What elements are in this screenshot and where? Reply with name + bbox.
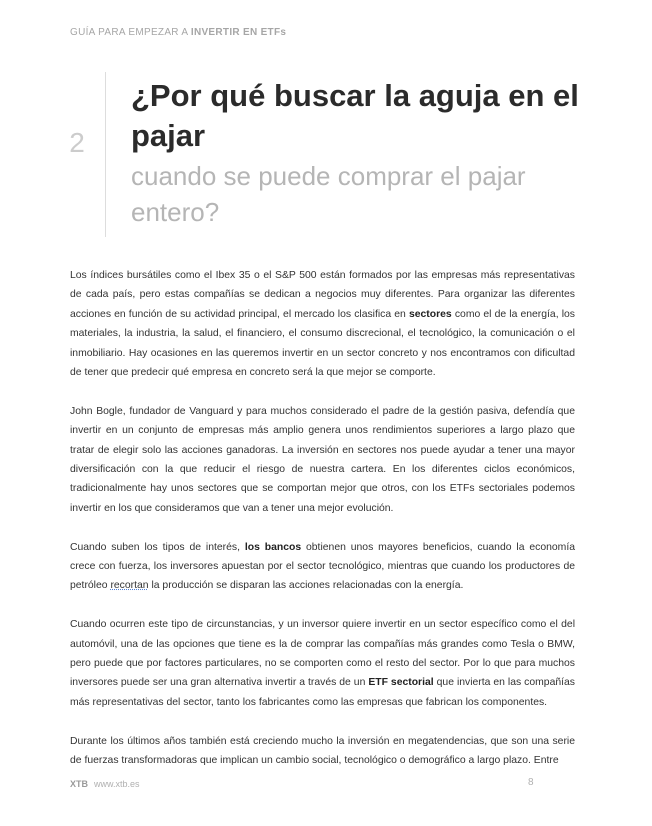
chapter-title: ¿Por qué buscar la aguja en el pajar — [131, 78, 579, 153]
paragraph-1 — [70, 266, 575, 382]
paragraph-1-text-a: Los índices bursátiles como el Ibex 35 o el S&P 500 están formados por las empresas más representativas de cada país, pero estas compañías se dedican a negocios muy diferentes. Para organizar las diferentes acciones en función de su actividad principal, el mercado los clasifica en — [70, 270, 575, 320]
paragraph-2: John Bogle, fundador de Vanguard y para muchos considerado el padre de la gestión pasiva, defendía que invertir en un conjunto de empresas más amplio genera unos rendimientos superiores a largo plazo que tratar de elegir solo las acciones ganadoras. La inversión en sectores nos puede ayudar a tener una mayor diversificación con la que reducir el riesgo de nuestra cartera. En los diferentes ciclos económicos, tradicionalmente hay unos sectores que se comportan mejor que otros, con los ETFs sectoriales podemos invertir en los que consideramos que van a tener una mejor evolución. — [70, 405, 575, 514]
paragraph-3-bold: los bancos — [244, 541, 302, 553]
paragraph-3-text-c: obtienen unos mayores beneficios, cuando la economía crece con fuerza, los inversores apuestan por el sector tecnológico, mientras que cuando los productores de petróleo — [70, 541, 575, 592]
paragraph-3-text-e: la producción se disparan las acciones relacionadas con la energía. — [148, 580, 464, 592]
footer-url[interactable]: www.xtb.es — [94, 779, 140, 789]
page-number: 8 — [528, 777, 534, 788]
chapter-subtitle: cuando se puede comprar el pajar entero? — [131, 161, 526, 227]
chapter-number: 2 — [69, 127, 85, 158]
paragraph-3-spellcheck-word: recortan — [110, 580, 149, 592]
footer-logo: XTB — [70, 779, 88, 789]
running-header — [70, 27, 286, 38]
header-bold: INVERTIR EN ETFs — [190, 27, 287, 38]
paragraph-4-text-a: Cuando ocurren este tipo de circunstancias, y un inversor quiere invertir en un sector específico como el del automóvil, una de las opciones que tiene es la de comprar las compañías más grandes como Tesla o BMW, pero puede que por factores particulares, no se comporten como el resto del sector. Por lo que para muchos inversores puede ser una gran alternativa invertir a través de un — [70, 619, 575, 689]
footer-brand — [70, 779, 140, 789]
chapter-divider — [105, 72, 106, 237]
paragraph-5: Durante los últimos años también está creciendo mucho la inversión en megatendencias, que son una serie de fuerzas transformadoras que implican un cambio social, tecnológico o demográfico a largo plazo. Entre — [70, 735, 575, 767]
paragraph-1-bold: sectores — [408, 308, 452, 320]
paragraph-3 — [70, 538, 575, 596]
paragraph-3-text-a: Cuando suben los tipos de interés, — [70, 541, 245, 553]
paragraph-1-text-c: como el de la energía, los materiales, la industria, la salud, el financiero, el consumo discrecional, el tecnológico, la comunicación o el inmobiliario. Hay ocasiones en las queremos invertir en un sector concreto y nos encontramos con dificultad de tener que predecir qué empresa en concreto será la que mejor se comporte. — [70, 308, 575, 379]
paragraph-4 — [70, 615, 575, 712]
paragraph-4-bold: ETF sectorial — [368, 677, 434, 689]
header-prefix: GUÍA PARA EMPEZAR A — [70, 27, 191, 38]
body-text — [70, 266, 575, 790]
paragraph-4-text-c: que invierta en las compañías más representativas del sector, tanto los fabricantes como las empresas que fabrican los componentes. — [70, 677, 576, 708]
